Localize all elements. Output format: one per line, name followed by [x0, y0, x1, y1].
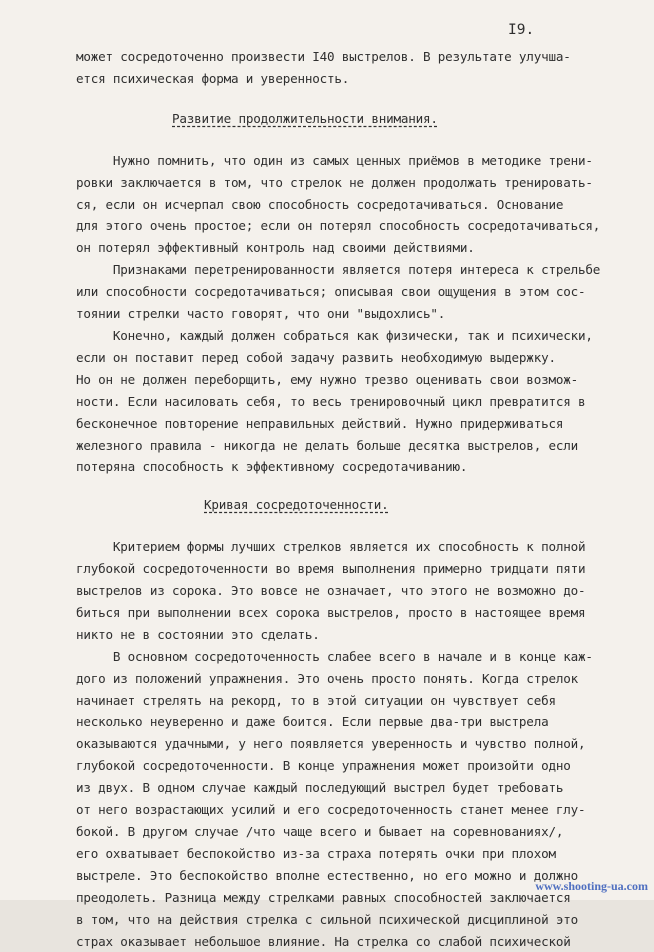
top-paragraph [76, 46, 624, 90]
section-attention-body [76, 150, 624, 479]
text-line: или способности сосредотачиваться; описывая свои ощущения в этом сос- [76, 284, 586, 300]
text-line: преодолеть. Разница между стрелками равных способностей заключается [76, 889, 571, 905]
text-line: выстрелов из сорока. Это вовсе не означает, что этого не возможно до- [76, 583, 586, 599]
text-line: бокой. В другом случае /что чаще всего и бывает на соревнованиях/, [76, 824, 564, 839]
text-line: глубокой сосредоточенности. В конце упражнения может произойти одно [76, 758, 571, 774]
text-line: Нужно помнить, что один из самых ценных приёмов в методике трени- [76, 152, 593, 168]
text-line: ровки заключается в том, что стрелок не должен продолжать тренировать- [76, 174, 593, 190]
site-watermark: www.shooting-ua.com [535, 879, 648, 893]
text-line: страх оказывает небольшое влияние. На стрелка со слабой психической [76, 933, 571, 949]
text-line: тоянии стрелки часто говорят, что они "выдохлись". [76, 306, 446, 322]
text-line: несколько неуверенно и даже боится. Если первые два-три выстрела [76, 714, 549, 730]
text-line: бесконечное повторение неправильных действий. Нужно придерживаться [76, 415, 564, 431]
text-line: глубокой сосредоточенности во время выполнения примерно тридцати пяти [76, 561, 586, 577]
text-line: он потерял эффективный контроль над своими действиями. [76, 240, 475, 256]
text-line: от него возрастающих усилий и его сосредоточенность станет менее глу- [76, 802, 586, 818]
text-line: биться при выполнении всех сорока выстрелов, просто в настоящее время [76, 604, 586, 620]
section-heading-concentration-curve: Кривая сосредоточенности. [204, 497, 389, 513]
text-line: Признаками перетренированности является потеря интереса к стрельбе [76, 262, 601, 278]
text-line: железного правила - никогда не делать больше десятка выстрелов, если [76, 437, 578, 453]
text-line: ся, если он исчерпал свою способность сосредотачиваться. Основание [76, 196, 564, 212]
text-line: из двух. В одном случае каждый последующий выстрел будет требовать [76, 780, 564, 796]
page-number: I9. [508, 22, 535, 38]
text-line: если он поставит перед собой задачу развить необходимую выдержку. [76, 349, 556, 365]
text-line: выстреле. Это беспокойство вполне естественно, но его можно и должно [76, 867, 578, 883]
text-line: Но он не должен переборщить, ему нужно трезво оценивать свои возмож- [76, 371, 578, 387]
text-line: никто не в состоянии это сделать. [76, 626, 320, 642]
text-line: Конечно, каждый должен собраться как физически, так и психически, [76, 327, 593, 343]
text-line: ности. Если насиловать себя, то весь тренировочный цикл превратится в [76, 393, 586, 409]
text-line: дого из положений упражнения. Это очень просто понять. Когда стрелок [76, 670, 578, 686]
text-line: оказываются удачными, у него появляется уверенность и чувство полной, [76, 736, 586, 752]
text-line: его охватывает беспокойство из-за страха потерять очки при плохом [76, 845, 556, 861]
text-line: может сосредоточенно произвести I40 выстрелов. В результате улучша- [76, 49, 571, 64]
text-line: ется психическая форма и уверенность. [76, 70, 350, 86]
text-line: потеряна способность к эффективному сосредотачиванию. [76, 459, 468, 475]
text-line: в том, что на действия стрелка с сильной психической дисциплиной это [76, 911, 578, 927]
section-heading-attention: Развитие продолжительности внимания. [172, 110, 438, 126]
text-line: В основном сосредоточенность слабее всего в начале и в конце каж- [76, 648, 593, 664]
text-line: для этого очень простое; если он потерял способность сосредотачиваться, [76, 218, 601, 234]
text-line: Критерием формы лучших стрелков является их способность к полной [76, 539, 586, 555]
text-line: начинает стрелять на рекорд, то в этой ситуации он чувствует себя [76, 692, 556, 708]
